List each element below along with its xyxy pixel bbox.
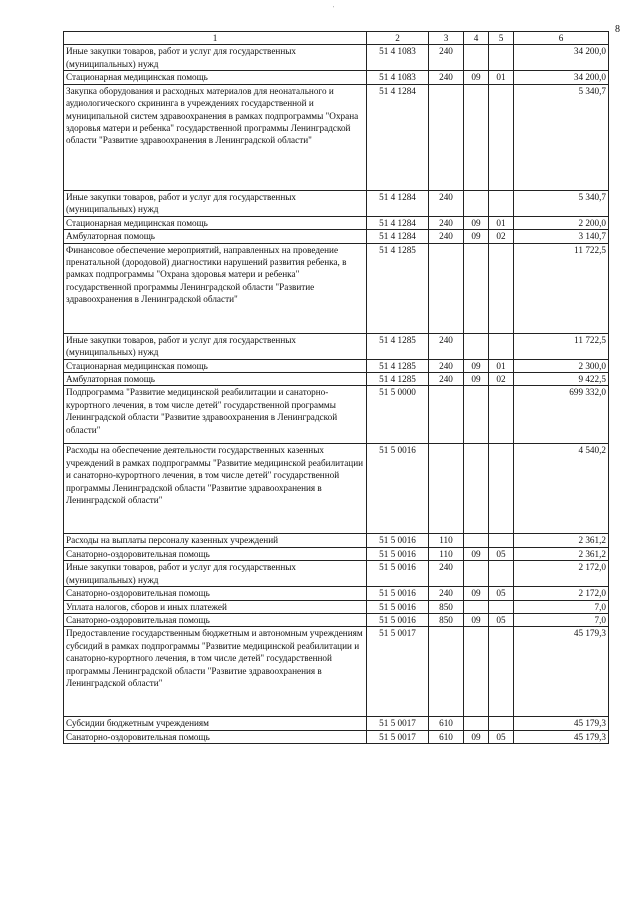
row-amount: 3 140,7 <box>514 230 609 243</box>
table-row <box>64 359 609 372</box>
row-name: Санаторно-оздоровительная помощь <box>64 614 367 627</box>
header-col-3: 3 <box>429 32 464 45</box>
row-amount: 9 422,5 <box>514 373 609 386</box>
row-amount: 45 179,3 <box>514 730 609 743</box>
table-row <box>64 333 609 359</box>
row-code: 51 5 0016 <box>367 600 429 613</box>
table-row <box>64 547 609 560</box>
row-expense-type: 240 <box>429 587 464 600</box>
row-code: 51 5 0016 <box>367 534 429 547</box>
table-row <box>64 534 609 547</box>
row-subsection: 05 <box>489 587 514 600</box>
row-expense-type <box>429 386 464 444</box>
row-code: 51 5 0000 <box>367 386 429 444</box>
row-subsection <box>489 627 514 717</box>
row-section <box>464 333 489 359</box>
row-subsection <box>489 534 514 547</box>
header-col-4: 4 <box>464 32 489 45</box>
header-col-5: 5 <box>489 32 514 45</box>
row-expense-type: 110 <box>429 547 464 560</box>
table-row <box>64 45 609 71</box>
row-amount: 11 722,5 <box>514 243 609 333</box>
row-code: 51 4 1285 <box>367 373 429 386</box>
row-subsection <box>489 600 514 613</box>
row-subsection <box>489 84 514 190</box>
row-name: Стационарная медицинская помощь <box>64 359 367 372</box>
row-code: 51 4 1284 <box>367 216 429 229</box>
row-expense-type: 240 <box>429 359 464 372</box>
row-code: 51 5 0016 <box>367 587 429 600</box>
row-subsection <box>489 333 514 359</box>
row-expense-type: 110 <box>429 534 464 547</box>
row-name: Санаторно-оздоровительная помощь <box>64 587 367 600</box>
row-subsection <box>489 190 514 216</box>
row-expense-type <box>429 444 464 534</box>
row-code: 51 4 1284 <box>367 190 429 216</box>
row-name: Субсидии бюджетным учреждениям <box>64 717 367 730</box>
table-row <box>64 71 609 84</box>
header-col-2: 2 <box>367 32 429 45</box>
header-row <box>64 32 609 45</box>
row-amount: 699 332,0 <box>514 386 609 444</box>
row-name: Иные закупки товаров, работ и услуг для государственных (муниципальных) нужд <box>64 333 367 359</box>
row-expense-type: 240 <box>429 373 464 386</box>
table-row <box>64 614 609 627</box>
row-name: Стационарная медицинская помощь <box>64 71 367 84</box>
table-row <box>64 444 609 534</box>
table-row <box>64 717 609 730</box>
row-expense-type: 610 <box>429 717 464 730</box>
row-subsection <box>489 717 514 730</box>
row-section <box>464 600 489 613</box>
row-code: 51 4 1285 <box>367 333 429 359</box>
row-section: 09 <box>464 730 489 743</box>
row-amount: 45 179,3 <box>514 627 609 717</box>
row-name: Санаторно-оздоровительная помощь <box>64 730 367 743</box>
row-section <box>464 45 489 71</box>
row-amount: 7,0 <box>514 614 609 627</box>
row-code: 51 4 1083 <box>367 45 429 71</box>
page-number: 8 <box>615 24 620 35</box>
row-subsection <box>489 45 514 71</box>
row-section <box>464 561 489 587</box>
row-code: 51 4 1083 <box>367 71 429 84</box>
row-expense-type: 240 <box>429 216 464 229</box>
row-code: 51 4 1284 <box>367 84 429 190</box>
row-section: 09 <box>464 359 489 372</box>
row-name: Предоставление государственным бюджетным и автономным учреждениям субсидий в рамках подпрограммы "Развитие медицинской реабилитации и санаторно-курортного лечения, в том числе детей" государственной программы Ленинградской области "Развитие здравоохранения в Ленинградской области" <box>64 627 367 717</box>
row-subsection <box>489 444 514 534</box>
row-code: 51 5 0017 <box>367 717 429 730</box>
row-name: Амбулаторная помощь <box>64 373 367 386</box>
table-row <box>64 730 609 743</box>
row-amount: 2 361,2 <box>514 534 609 547</box>
row-name: Стационарная медицинская помощь <box>64 216 367 229</box>
row-section: 09 <box>464 614 489 627</box>
row-code: 51 5 0016 <box>367 547 429 560</box>
row-subsection: 01 <box>489 71 514 84</box>
table-row <box>64 216 609 229</box>
row-section <box>464 190 489 216</box>
table-row <box>64 230 609 243</box>
row-amount: 5 340,7 <box>514 190 609 216</box>
row-subsection <box>489 386 514 444</box>
row-code: 51 5 0016 <box>367 614 429 627</box>
row-section: 09 <box>464 216 489 229</box>
row-amount: 2 361,2 <box>514 547 609 560</box>
row-section: 09 <box>464 587 489 600</box>
row-name: Финансовое обеспечение мероприятий, направленных на проведение пренатальной (дородовой) диагностики нарушений развития ребенка, в рамках подпрограммы "Охрана здоровья матери и ребенка" государственной программы Ленинградской области "Развитие здравоохранения в Ленинградской области" <box>64 243 367 333</box>
row-name: Иные закупки товаров, работ и услуг для государственных (муниципальных) нужд <box>64 190 367 216</box>
row-subsection: 02 <box>489 230 514 243</box>
row-section <box>464 444 489 534</box>
row-name: Закупка оборудования и расходных материалов для неонатального и аудиологического скрининга в учреждениях государственной и муниципальной систем здравоохранения в рамках подпрограммы "Охрана здоровья матери и ребенка" государственной программы Ленинградской области "Развитие здравоохранения в Ленинградской области" <box>64 84 367 190</box>
row-amount: 2 300,0 <box>514 359 609 372</box>
row-code: 51 5 0016 <box>367 444 429 534</box>
row-amount: 34 200,0 <box>514 71 609 84</box>
row-amount: 5 340,7 <box>514 84 609 190</box>
row-name: Амбулаторная помощь <box>64 230 367 243</box>
row-amount: 45 179,3 <box>514 717 609 730</box>
row-amount: 2 172,0 <box>514 561 609 587</box>
row-code: 51 5 0017 <box>367 627 429 717</box>
row-amount: 4 540,2 <box>514 444 609 534</box>
header-col-1: 1 <box>64 32 367 45</box>
table-row <box>64 386 609 444</box>
row-expense-type: 240 <box>429 230 464 243</box>
row-expense-type: 850 <box>429 614 464 627</box>
row-name: Расходы на обеспечение деятельности государственных казенных учреждений в рамках подпрограммы "Развитие медицинской реабилитации и санаторно-курортного лечения, в том числе детей" государственной программы Ленинградской области "Развитие здравоохранения в Ленинградской области" <box>64 444 367 534</box>
table-row <box>64 627 609 717</box>
table-row <box>64 600 609 613</box>
table-row <box>64 561 609 587</box>
row-section: 09 <box>464 230 489 243</box>
row-subsection: 05 <box>489 547 514 560</box>
row-subsection <box>489 243 514 333</box>
table-row <box>64 373 609 386</box>
row-code: 51 4 1284 <box>367 230 429 243</box>
row-subsection: 05 <box>489 614 514 627</box>
row-section <box>464 627 489 717</box>
table-row <box>64 190 609 216</box>
row-section: 09 <box>464 71 489 84</box>
row-section: 09 <box>464 547 489 560</box>
row-section <box>464 386 489 444</box>
row-expense-type <box>429 627 464 717</box>
scan-mark: ' <box>333 6 335 12</box>
row-expense-type <box>429 84 464 190</box>
row-section: 09 <box>464 373 489 386</box>
table-row <box>64 84 609 190</box>
budget-table <box>63 31 609 744</box>
row-section <box>464 717 489 730</box>
table-row <box>64 243 609 333</box>
row-subsection: 01 <box>489 216 514 229</box>
row-expense-type: 240 <box>429 190 464 216</box>
row-expense-type: 240 <box>429 561 464 587</box>
row-subsection: 02 <box>489 373 514 386</box>
header-col-6: 6 <box>514 32 609 45</box>
row-code: 51 4 1285 <box>367 359 429 372</box>
row-name: Расходы на выплаты персоналу казенных учреждений <box>64 534 367 547</box>
row-amount: 2 200,0 <box>514 216 609 229</box>
row-subsection <box>489 561 514 587</box>
row-expense-type: 610 <box>429 730 464 743</box>
table-row <box>64 587 609 600</box>
row-name: Санаторно-оздоровительная помощь <box>64 547 367 560</box>
row-name: Иные закупки товаров, работ и услуг для государственных (муниципальных) нужд <box>64 561 367 587</box>
row-section <box>464 84 489 190</box>
row-name: Иные закупки товаров, работ и услуг для государственных (муниципальных) нужд <box>64 45 367 71</box>
row-section <box>464 243 489 333</box>
row-amount: 7,0 <box>514 600 609 613</box>
row-expense-type: 850 <box>429 600 464 613</box>
row-expense-type: 240 <box>429 333 464 359</box>
row-amount: 2 172,0 <box>514 587 609 600</box>
row-amount: 11 722,5 <box>514 333 609 359</box>
row-subsection: 01 <box>489 359 514 372</box>
row-amount: 34 200,0 <box>514 45 609 71</box>
row-expense-type: 240 <box>429 71 464 84</box>
table-header <box>64 32 609 45</box>
row-name: Уплата налогов, сборов и иных платежей <box>64 600 367 613</box>
row-section <box>464 534 489 547</box>
row-expense-type <box>429 243 464 333</box>
row-code: 51 5 0017 <box>367 730 429 743</box>
row-subsection: 05 <box>489 730 514 743</box>
row-expense-type: 240 <box>429 45 464 71</box>
row-code: 51 4 1285 <box>367 243 429 333</box>
table-body <box>64 45 609 744</box>
row-code: 51 5 0016 <box>367 561 429 587</box>
row-name: Подпрограмма "Развитие медицинской реабилитации и санаторно-курортного лечения, в том числе детей" государственной программы Ленинградской области "Развитие здравоохранения в Ленинградской области" <box>64 386 367 444</box>
